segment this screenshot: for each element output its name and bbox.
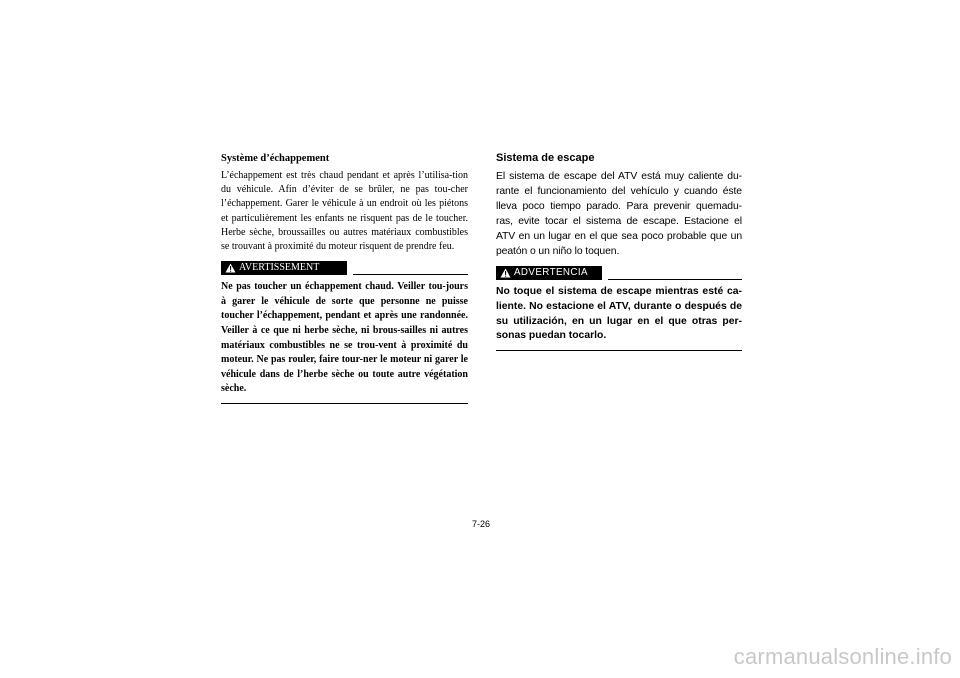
french-warning-label: AVERTISSEMENT [239,262,320,274]
warning-triangle-icon [225,263,236,273]
page-number: 7-26 [472,519,491,529]
french-column [221,152,468,404]
french-warning-header [221,260,468,276]
spanish-warning-label: ADVERTENCIA [514,267,588,278]
spanish-warning-end-rule [496,350,742,351]
spanish-body: El sistema de escape del ATV está muy caliente du-rante el funcionamiento del vehículo y cuando éste lleva poco tiempo parado. Para prevenir quemadu-ras, evite tocar el sistema de escape. Estacione el ATV en un lugar en el que sea poco probable que un peatón o un niño lo toquen. [496,171,742,257]
spanish-warning-text: No toque el sistema de escape mientras esté ca-liente. No estacione el ATV, durante o después de su utilización, en un lugar en el que otras per-sonas puedan tocarlo. [496,286,742,342]
watermark: carmanualsonline.info [733,644,952,669]
spanish-warning-header [496,265,742,281]
french-warning-rule [353,274,468,275]
spanish-warning-rule [608,279,742,280]
french-warning-text: Ne pas toucher un échappement chaud. Veiller tou-jours à garer le véhicule de sorte que personne ne puisse toucher l’échappement, pendant et après une randonnée. Veiller à ce que ni herbe sèche, ni brous-sailles ni autres matériaux combustibles ne se trou-vent à proximité du moteur. Ne pas rouler, faire tour-ner le moteur ni garer le véhicule dans de l’herbe sèche ou toute autre végétation sèche. [221,281,468,395]
french-heading: Système d’échappement [221,153,330,164]
spanish-column [496,152,742,351]
spanish-warning-badge [496,266,602,280]
french-warning-end-rule [221,403,468,404]
spanish-heading: Sistema de escape [496,152,595,164]
french-body: L’échappement est très chaud pendant et après l’utilisa-tion du véhicule. Afin d’éviter de se brûler, ne pas tou-cher l’échappement. Garer le véhicule à un endroit où les piétons et particulièrement les enfants ne risquent pas de le toucher. Herbe sèche, broussailles ou autres matériaux combustibles se trouvant à proximité du moteur risquent de prendre feu. [221,170,468,253]
warning-triangle-icon [500,268,511,278]
french-warning-badge [221,261,347,275]
